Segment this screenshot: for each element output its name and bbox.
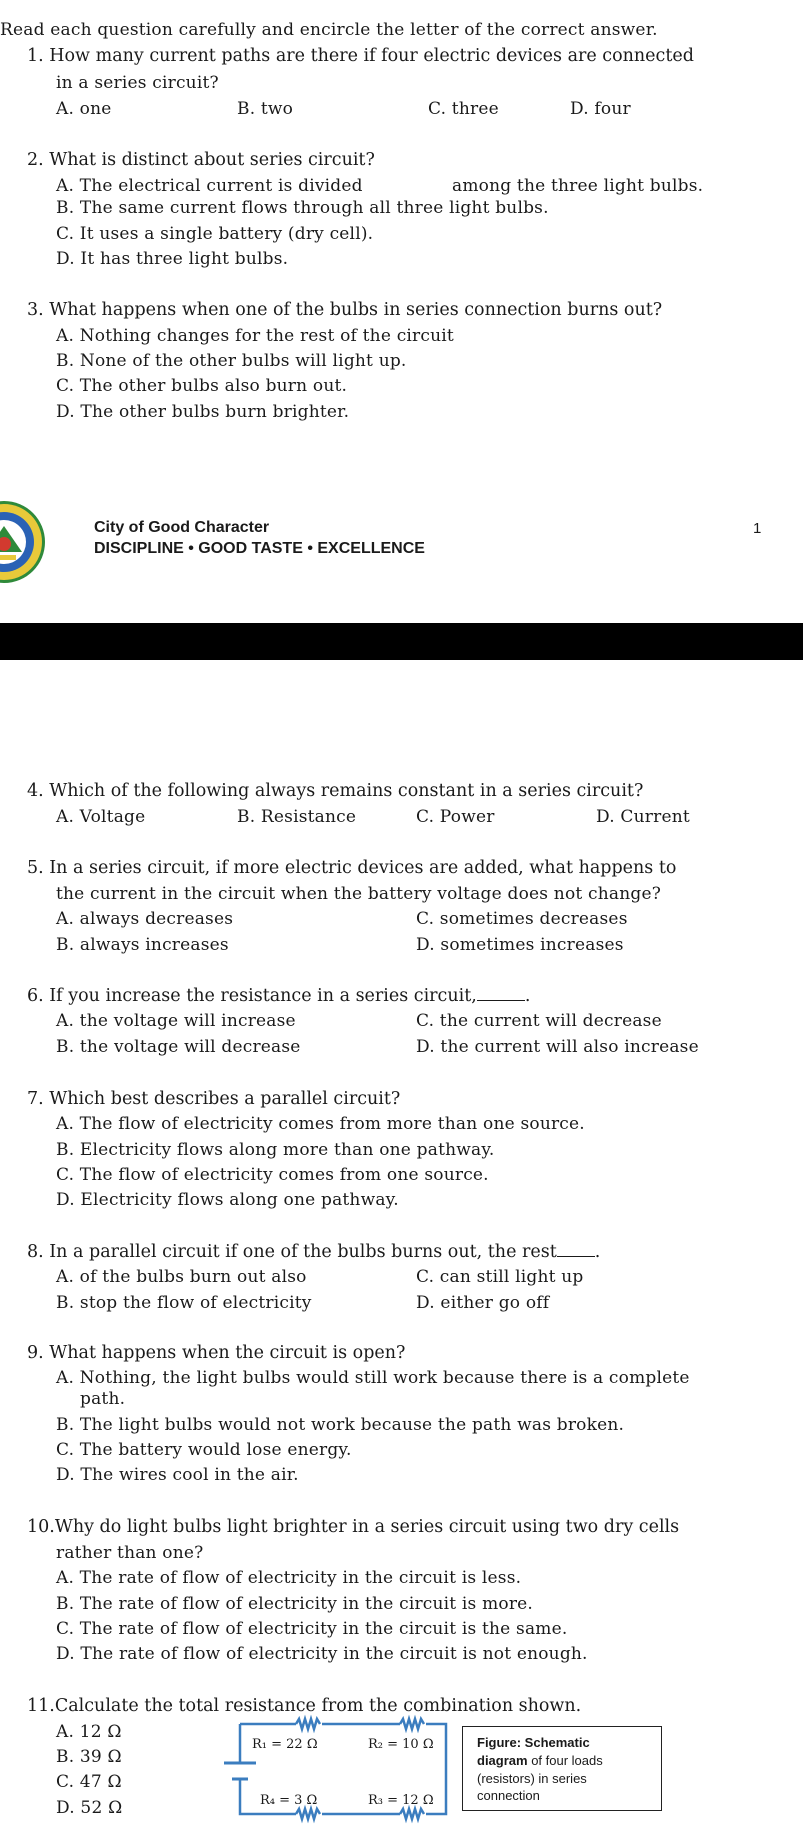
option-d[interactable]: D. The wires cool in the air. <box>56 1465 299 1485</box>
option-a[interactable]: A. 12 Ω <box>56 1722 122 1742</box>
question-10-stem-cont: rather than one? <box>56 1543 204 1563</box>
question-2-stem: 2. What is distinct about series circuit? <box>27 150 375 170</box>
option-d[interactable]: D. four <box>570 99 631 119</box>
option-a-cont: among the three light bulbs. <box>452 176 704 196</box>
series-circuit-diagram <box>200 1702 460 1830</box>
figure-caption-rest: of four loads <box>527 1753 603 1768</box>
option-a[interactable] <box>56 176 363 196</box>
answer-blank <box>557 1246 595 1257</box>
option-b[interactable]: B. 39 Ω <box>56 1747 122 1767</box>
option-d[interactable]: D. The rate of flow of electricity in the circuit is not enough. <box>56 1644 588 1664</box>
question-10-stem: 10.Why do light bulbs light brighter in a series circuit using two dry cells <box>27 1517 680 1537</box>
resistor-r1 <box>296 1719 320 1729</box>
question-8-period: . <box>594 1242 601 1262</box>
option-c[interactable]: C. The rate of flow of electricity in the circuit is the same. <box>56 1619 568 1639</box>
option-b[interactable]: B. Electricity flows along more than one pathway. <box>56 1140 495 1160</box>
question-9-stem: 9. What happens when the circuit is open? <box>27 1343 406 1363</box>
option-d[interactable]: D. The other bulbs burn brighter. <box>56 402 350 422</box>
question-5-stem-cont: the current in the circuit when the battery voltage does not change? <box>56 884 662 904</box>
option-a[interactable]: A. Nothing changes for the rest of the circuit <box>56 326 454 346</box>
option-a-cont: path. <box>80 1389 126 1409</box>
figure-caption-line3: (resistors) in series <box>477 1771 587 1786</box>
question-4-stem: 4. Which of the following always remains constant in a series circuit? <box>27 781 644 801</box>
option-c[interactable]: C. It uses a single battery (dry cell). <box>56 224 374 244</box>
question-8-stem <box>27 1242 600 1262</box>
option-a[interactable]: A. The rate of flow of electricity in the circuit is less. <box>56 1568 522 1588</box>
option-c[interactable]: C. The battery would lose energy. <box>56 1440 352 1460</box>
option-a[interactable]: A. one <box>56 99 112 119</box>
answer-blank <box>477 990 525 1001</box>
option-b[interactable]: B. always increases <box>56 935 229 955</box>
r1-label: R₁ = 22 Ω <box>252 1737 318 1752</box>
option-c[interactable]: C. The other bulbs also burn out. <box>56 376 348 396</box>
option-c[interactable]: C. sometimes decreases <box>416 909 628 929</box>
option-d[interactable]: D. Current <box>596 807 690 827</box>
option-a[interactable]: A. of the bulbs burn out also <box>56 1267 307 1287</box>
resistor-r4 <box>296 1809 320 1819</box>
option-d[interactable]: D. either go off <box>416 1293 550 1313</box>
instructions: Read each question carefully and encircle the letter of the correct answer. <box>0 20 658 40</box>
figure-title: Figure: Schematic <box>477 1735 590 1750</box>
option-d[interactable]: D. sometimes increases <box>416 935 624 955</box>
city-seal-icon <box>0 500 46 584</box>
page-number: 1 <box>753 520 762 537</box>
question-6-text: 6. If you increase the resistance in a series circuit, <box>27 986 477 1006</box>
r2-label: R₂ = 10 Ω <box>368 1737 434 1752</box>
question-11-stem: 11.Calculate the total resistance from the combination shown. <box>27 1696 582 1716</box>
question-6-stem <box>27 986 530 1006</box>
question-1-stem-cont: in a series circuit? <box>56 73 219 93</box>
option-c[interactable]: C. 47 Ω <box>56 1772 122 1792</box>
option-c[interactable]: C. the current will decrease <box>416 1011 662 1031</box>
figure-caption-box <box>462 1726 662 1811</box>
question-3-stem: 3. What happens when one of the bulbs in series connection burns out? <box>27 300 663 320</box>
page-divider-bar <box>0 623 803 660</box>
option-a[interactable]: A. The flow of electricity comes from more than one source. <box>56 1114 585 1134</box>
option-b[interactable]: B. Resistance <box>237 807 357 827</box>
option-b[interactable]: B. The same current flows through all three light bulbs. <box>56 198 549 218</box>
option-a[interactable]: A. Nothing, the light bulbs would still work because there is a complete <box>56 1368 690 1388</box>
option-b[interactable]: B. two <box>237 99 294 119</box>
option-a[interactable]: A. always decreases <box>56 909 234 929</box>
option-b[interactable]: B. The light bulbs would not work because the path was broken. <box>56 1415 625 1435</box>
option-d[interactable]: D. Electricity flows along one pathway. <box>56 1190 399 1210</box>
question-8-text: 8. In a parallel circuit if one of the bulbs burns out, the rest <box>27 1242 557 1262</box>
option-b[interactable]: B. The rate of flow of electricity in the circuit is more. <box>56 1594 534 1614</box>
option-c[interactable]: C. Power <box>416 807 495 827</box>
question-5-stem: 5. In a series circuit, if more electric devices are added, what happens to <box>27 858 677 878</box>
option-b[interactable]: B. the voltage will decrease <box>56 1037 301 1057</box>
figure-caption-line2 <box>477 1753 603 1768</box>
option-d[interactable]: D. 52 Ω <box>56 1798 123 1818</box>
option-c[interactable]: C. three <box>428 99 499 119</box>
r3-label: R₃ = 12 Ω <box>368 1793 434 1808</box>
question-6-period: . <box>524 986 531 1006</box>
option-a[interactable]: A. Voltage <box>56 807 146 827</box>
option-c[interactable]: C. can still light up <box>416 1267 584 1287</box>
option-b[interactable]: B. None of the other bulbs will light up. <box>56 351 407 371</box>
resistor-r2 <box>400 1719 424 1729</box>
question-1-stem: 1. How many current paths are there if four electric devices are connected <box>27 46 694 66</box>
option-a-part1: A. The electrical current is divided <box>56 176 363 196</box>
question-7-stem: 7. Which best describes a parallel circuit? <box>27 1089 401 1109</box>
option-d[interactable]: D. the current will also increase <box>416 1037 699 1057</box>
option-d[interactable]: D. It has three light bulbs. <box>56 249 289 269</box>
footer-city-motto: City of Good Character <box>94 519 270 536</box>
figure-caption-line4: connection <box>477 1788 540 1803</box>
option-b[interactable]: B. stop the flow of electricity <box>56 1293 312 1313</box>
footer-values: DISCIPLINE • GOOD TASTE • EXCELLENCE <box>94 540 425 557</box>
resistor-r3 <box>400 1809 424 1819</box>
option-c[interactable]: C. The flow of electricity comes from one source. <box>56 1165 489 1185</box>
r4-label: R₄ = 3 Ω <box>260 1793 318 1808</box>
option-a[interactable]: A. the voltage will increase <box>56 1011 296 1031</box>
figure-caption-bold: diagram <box>477 1753 528 1768</box>
